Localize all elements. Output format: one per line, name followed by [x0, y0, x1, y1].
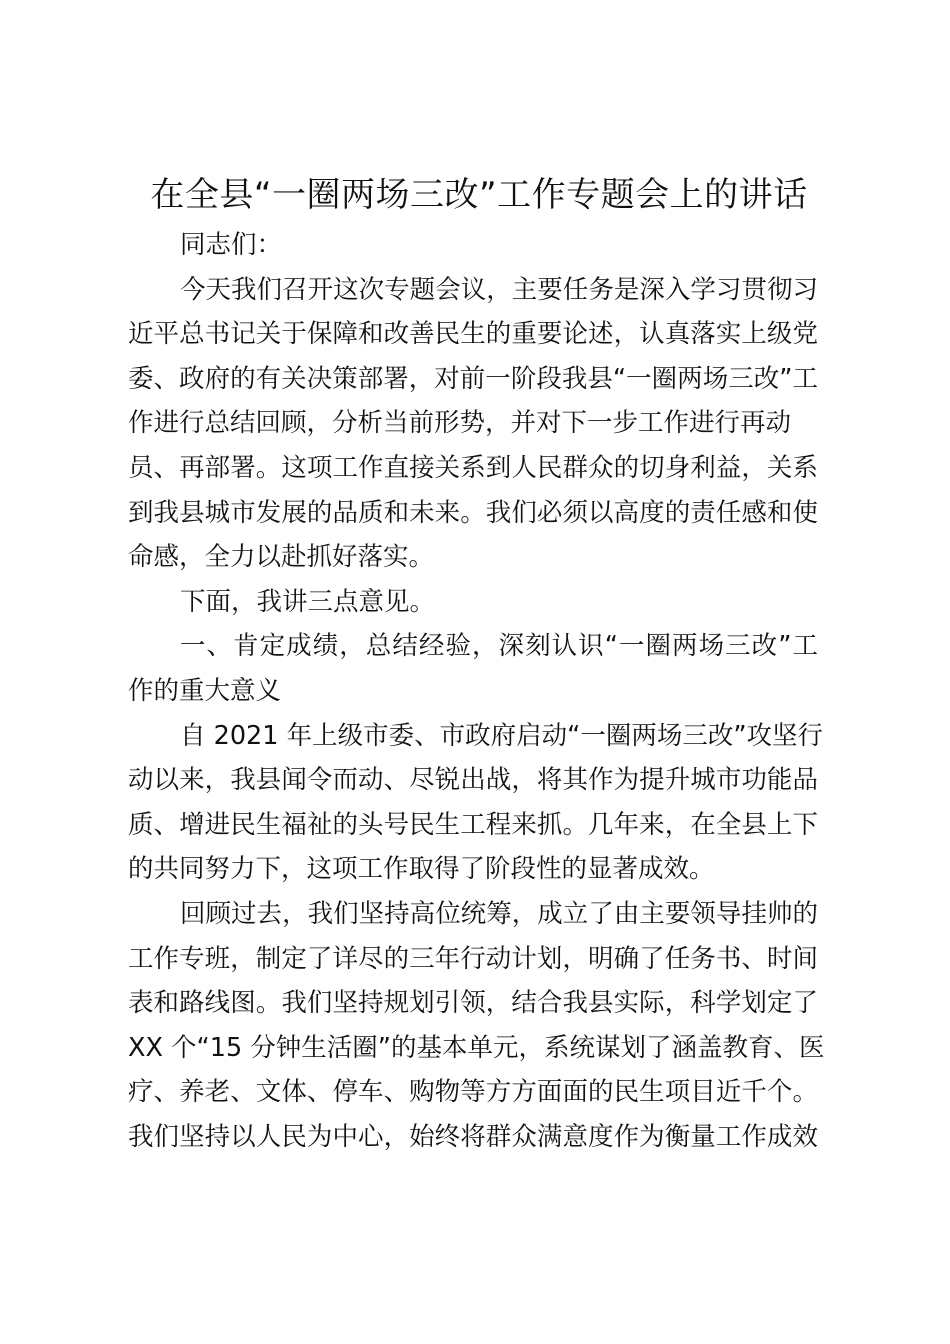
- text-line: 工作专班，制定了详尽的三年行动计划，明确了任务书、时间: [128, 943, 818, 974]
- text-line: 表和路线图。我们坚持规划引领，结合我县实际，科学划定了: [128, 988, 818, 1019]
- text-line: 今天我们召开这次专题会议，主要任务是深入学习贯彻习: [180, 274, 818, 305]
- text-line: 命感，全力以赴抓好落实。: [128, 542, 435, 573]
- text-line: 一、肯定成绩，总结经验，深刻认识“一圈两场三改”工: [180, 631, 818, 662]
- text-line: 到我县城市发展的品质和未来。我们必须以高度的责任感和使: [128, 497, 818, 528]
- document-body: [128, 223, 825, 1159]
- text-line: 的共同努力下，这项工作取得了阶段性的显著成效。: [128, 854, 715, 885]
- text-line: 员、再部署。这项工作直接关系到人民群众的切身利益，关系: [128, 452, 818, 483]
- text-line: XX 个“15 分钟生活圈”的基本单元，系统谋划了涵盖教育、医: [128, 1032, 825, 1063]
- text-line: 质、增进民生福祉的头号民生工程来抓。几年来，在全县上下: [128, 809, 818, 840]
- text-line: 我们坚持以人民为中心，始终将群众满意度作为衡量工作成效: [128, 1121, 818, 1152]
- text-line: 近平总书记关于保障和改善民生的重要论述，认真落实上级党: [128, 319, 818, 350]
- text-line: 动以来，我县闻令而动、尽锐出战，将其作为提升城市功能品: [128, 765, 818, 796]
- document-title: 在全县“一圈两场三改”工作专题会上的讲话: [150, 175, 808, 215]
- text-line: 作的重大意义: [128, 675, 282, 706]
- text-line: 自 2021 年上级市委、市政府启动“一圈两场三改”攻坚行: [180, 720, 824, 751]
- text-line: 下面，我讲三点意见。: [180, 586, 436, 617]
- text-line: 回顾过去，我们坚持高位统筹，成立了由主要领导挂帅的: [180, 898, 818, 929]
- text-line: 疗、养老、文体、停车、购物等方方面面的民生项目近千个。: [128, 1077, 818, 1108]
- text-line: 作进行总结回顾，分析当前形势，并对下一步工作进行再动: [128, 408, 792, 439]
- text-line: 委、政府的有关决策部署，对前一阶段我县“一圈两场三改”工: [128, 363, 818, 394]
- text-line: 同志们：: [180, 230, 283, 260]
